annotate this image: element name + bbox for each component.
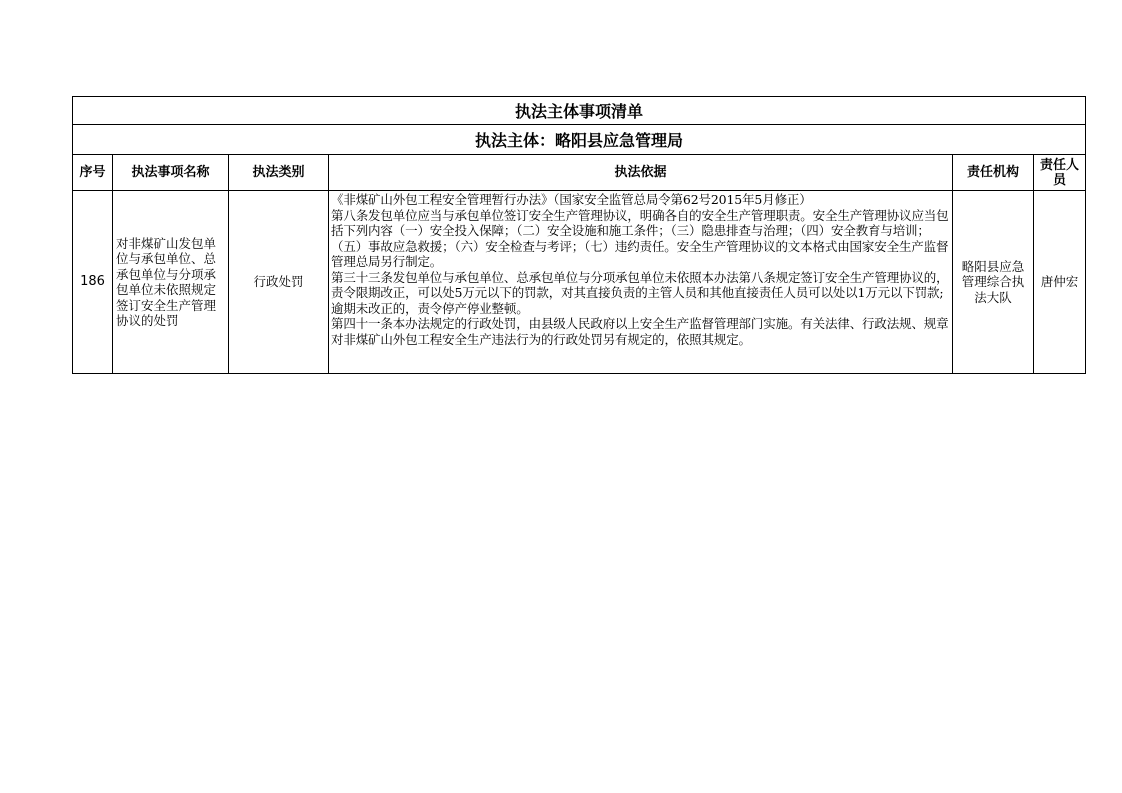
cell-item-name: 对非煤矿山发包单位与承包单位、总承包单位与分项承包单位未依照规定签订安全生产管理协议的处罚 [113, 191, 229, 374]
subject-row [73, 125, 1086, 155]
header-person: 责任人员 [1034, 155, 1086, 191]
enforcement-subject: 执法主体：略阳县应急管理局 [73, 125, 1086, 155]
header-basis: 执法依据 [329, 155, 953, 191]
basis-paragraph: 《非煤矿山外包工程安全管理暂行办法》（国家安全监管总局令第62号2015年5月修正） [331, 192, 812, 207]
cell-num: 186 [73, 191, 113, 374]
cell-basis [329, 191, 953, 374]
table-title: 执法主体事项清单 [73, 97, 1086, 125]
header-org: 责任机构 [953, 155, 1034, 191]
cell-category: 行政处罚 [229, 191, 329, 374]
table-row [73, 191, 1086, 374]
header-num: 序号 [73, 155, 113, 191]
header-category: 执法类别 [229, 155, 329, 191]
cell-person: 唐仲宏 [1034, 191, 1086, 374]
column-header-row [73, 155, 1086, 191]
title-row [73, 97, 1086, 125]
basis-paragraph: 第四十一条本办法规定的行政处罚，由县级人民政府以上安全生产监督管理部门实施。有关法律、行政法规、规章对非煤矿山外包工程安全生产违法行为的行政处罚另有规定的，依照其规定。 [331, 316, 949, 347]
cell-org: 略阳县应急管理综合执法大队 [953, 191, 1034, 374]
basis-paragraph: 第三十三条发包单位与承包单位、总承包单位与分项承包单位未依照本办法第八条规定签订安全生产管理协议的，责令限期改正，可以处5万元以下的罚款，对其直接负责的主管人员和其他直接责任人员可以处以1万元以下罚款;逾期未改正的，责令停产停业整顿。 [331, 269, 949, 316]
header-name: 执法事项名称 [113, 155, 229, 191]
basis-paragraph: 第八条发包单位应当与承包单位签订安全生产管理协议，明确各自的安全生产管理职责。安全生产管理协议应当包括下列内容（一）安全投入保障；（二）安全设施和施工条件；（三）隐患排查与治理；（四）安全教育与培训；（五）事故应急救援；（六）安全检查与考评；（七）违约责任。安全生产管理协议的文本格式由国家安全生产监督管理总局另行制定。 [331, 207, 949, 269]
enforcement-items-table [72, 96, 1086, 374]
